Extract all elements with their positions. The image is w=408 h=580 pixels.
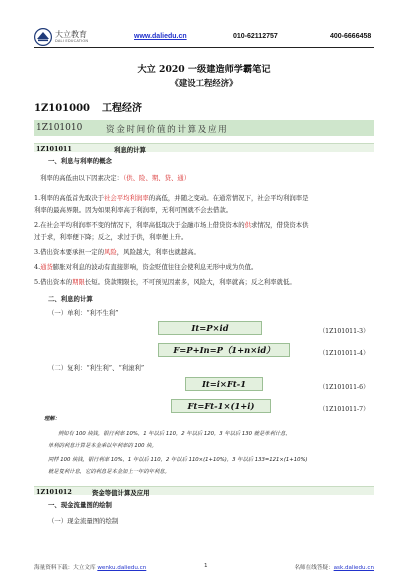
topic-title: 利息的计算 xyxy=(114,146,146,154)
paragraph-4: 4.通货膨胀对利息的波动有直接影响，资金贬值往往会使利息无形中成为负值。 xyxy=(34,263,258,271)
formula-4: Ft=Ft-1×(1+i) xyxy=(171,399,271,413)
keyword-avg-profit: 社会平均利润率 xyxy=(104,194,149,202)
wenku-link[interactable]: wenku.daliedu.cn xyxy=(97,565,147,571)
chapter-code: 1Z101000 xyxy=(34,103,91,114)
footer-right: 名师在线答疑：ask.daliedu.cn xyxy=(294,565,374,571)
chapter-name: 工程经济 xyxy=(102,103,143,114)
section-title: 资金时间价值的计算及应用 xyxy=(106,125,229,135)
page-footer xyxy=(34,563,374,573)
formula-3: It=i×Ft-1 xyxy=(185,377,263,391)
rate-factors-mnemonic: （供、险、期、贷、通） xyxy=(123,174,191,182)
formula-2-number: （1Z101011-4） xyxy=(319,350,370,357)
paragraph-3: 3.借出资本要承担一定的风险，风险越大，利率也就越高。 xyxy=(34,248,200,256)
formula-1: It=P×id xyxy=(158,321,262,335)
paragraph-5: 5.借出资本的期限长短。贷款期限长，不可预见因素多，风险大，利率就高；反之利率就低。 xyxy=(34,278,296,286)
paragraph-2-line-1: 2.在社会平均利润率不变的情况下，利率高低取决于金融市场上借贷资本的供求情况，借贷资本供 xyxy=(34,221,309,229)
topic2-code: 1Z101012 xyxy=(36,488,72,496)
example-line-3: 同样 100 块钱，银行利率 10%，1 年以后 110，2 年以后 110×(1+10%)，3 年以后 133=121×(1+10%) xyxy=(48,457,308,463)
topic-code: 1Z101011 xyxy=(36,145,72,153)
logo-text-cn: 大立教育 xyxy=(55,30,87,39)
rate-factors-label: 利率的高低由以下因素决定： xyxy=(40,174,124,182)
ask-link[interactable]: ask.daliedu.cn xyxy=(333,565,374,571)
keyword-inflation: 通货 xyxy=(40,263,53,271)
page-number: 1 xyxy=(204,563,208,569)
page-header xyxy=(0,0,408,48)
example-line-1: 例如有 100 块钱，银行利率 10%，1 年以后 110，2 年以后 120，3 年以后 130 就是单利计息， xyxy=(58,431,291,437)
chapter-heading xyxy=(34,99,142,114)
formula-2: F=P+In=P（1+n×id） xyxy=(158,343,290,357)
keyword-supply: 供 xyxy=(244,221,251,229)
paragraph-1-line-1: 1.利率的高低首先取决于社会平均利润率的高低，并随之变动。在通常情况下，社会平均利润率是 xyxy=(34,194,309,202)
website-link[interactable]: www.daliedu.cn xyxy=(134,33,187,40)
section-code: 1Z101010 xyxy=(36,123,83,133)
compound-interest-label: （二）复利：“利生利”、“利滚利” xyxy=(48,364,145,372)
keyword-term: 期限 xyxy=(72,278,85,286)
paragraph-1-line-2: 利率的最高界限。因为如果利率高于利润率，无利可图就不会去借款。 xyxy=(34,206,233,214)
subheading-cashflow-drawing: （一）现金流量图的绘制 xyxy=(48,517,119,525)
phone-number-2: 400-6666458 xyxy=(330,33,372,40)
section-banner xyxy=(34,120,374,136)
heading-cashflow: 一、现金流量图的绘制 xyxy=(48,501,112,509)
formula-4-number: （1Z101011-7） xyxy=(319,406,370,413)
topic-bar-equivalence xyxy=(34,486,374,495)
example-line-4: 就是复利计息，它的利息是本金加上一年的年利息。 xyxy=(48,469,170,475)
keyword-risk: 风险 xyxy=(104,248,117,256)
phone-number-1: 010-62112757 xyxy=(233,33,278,40)
paragraph-2-line-2: 过于求，利率便下降；反之，求过于供，利率便上升。 xyxy=(34,233,188,241)
simple-interest-label: （一）单利：“利不生利” xyxy=(48,309,119,317)
dali-logo-icon xyxy=(34,28,52,46)
document-subtitle: 《建设工程经济》 xyxy=(170,78,238,88)
header-divider xyxy=(34,47,374,48)
example-label: 理解： xyxy=(44,416,60,422)
heading-interest-calc: 二、利息的计算 xyxy=(48,295,93,303)
topic-bar-interest xyxy=(34,143,374,152)
footer-left: 海量资料下载：大立文库 wenku.daliedu.cn xyxy=(34,565,147,571)
dali-logo xyxy=(34,28,102,46)
heading-interest-concept: 一、利息与利率的概念 xyxy=(48,157,112,165)
formula-3-number: （1Z101011-6） xyxy=(319,384,370,391)
logo-text-en: DALI EDUCATION xyxy=(55,39,89,43)
document-title: 大立 2020 一级建造师学霸笔记 xyxy=(137,64,271,75)
example-line-2: 单利的利息计算是本金乘以年利率的 100 块。 xyxy=(48,443,157,449)
formula-1-number: （1Z101011-3） xyxy=(319,328,370,335)
topic2-title: 资金等值计算及应用 xyxy=(92,489,150,497)
rate-factors-line xyxy=(40,175,190,181)
